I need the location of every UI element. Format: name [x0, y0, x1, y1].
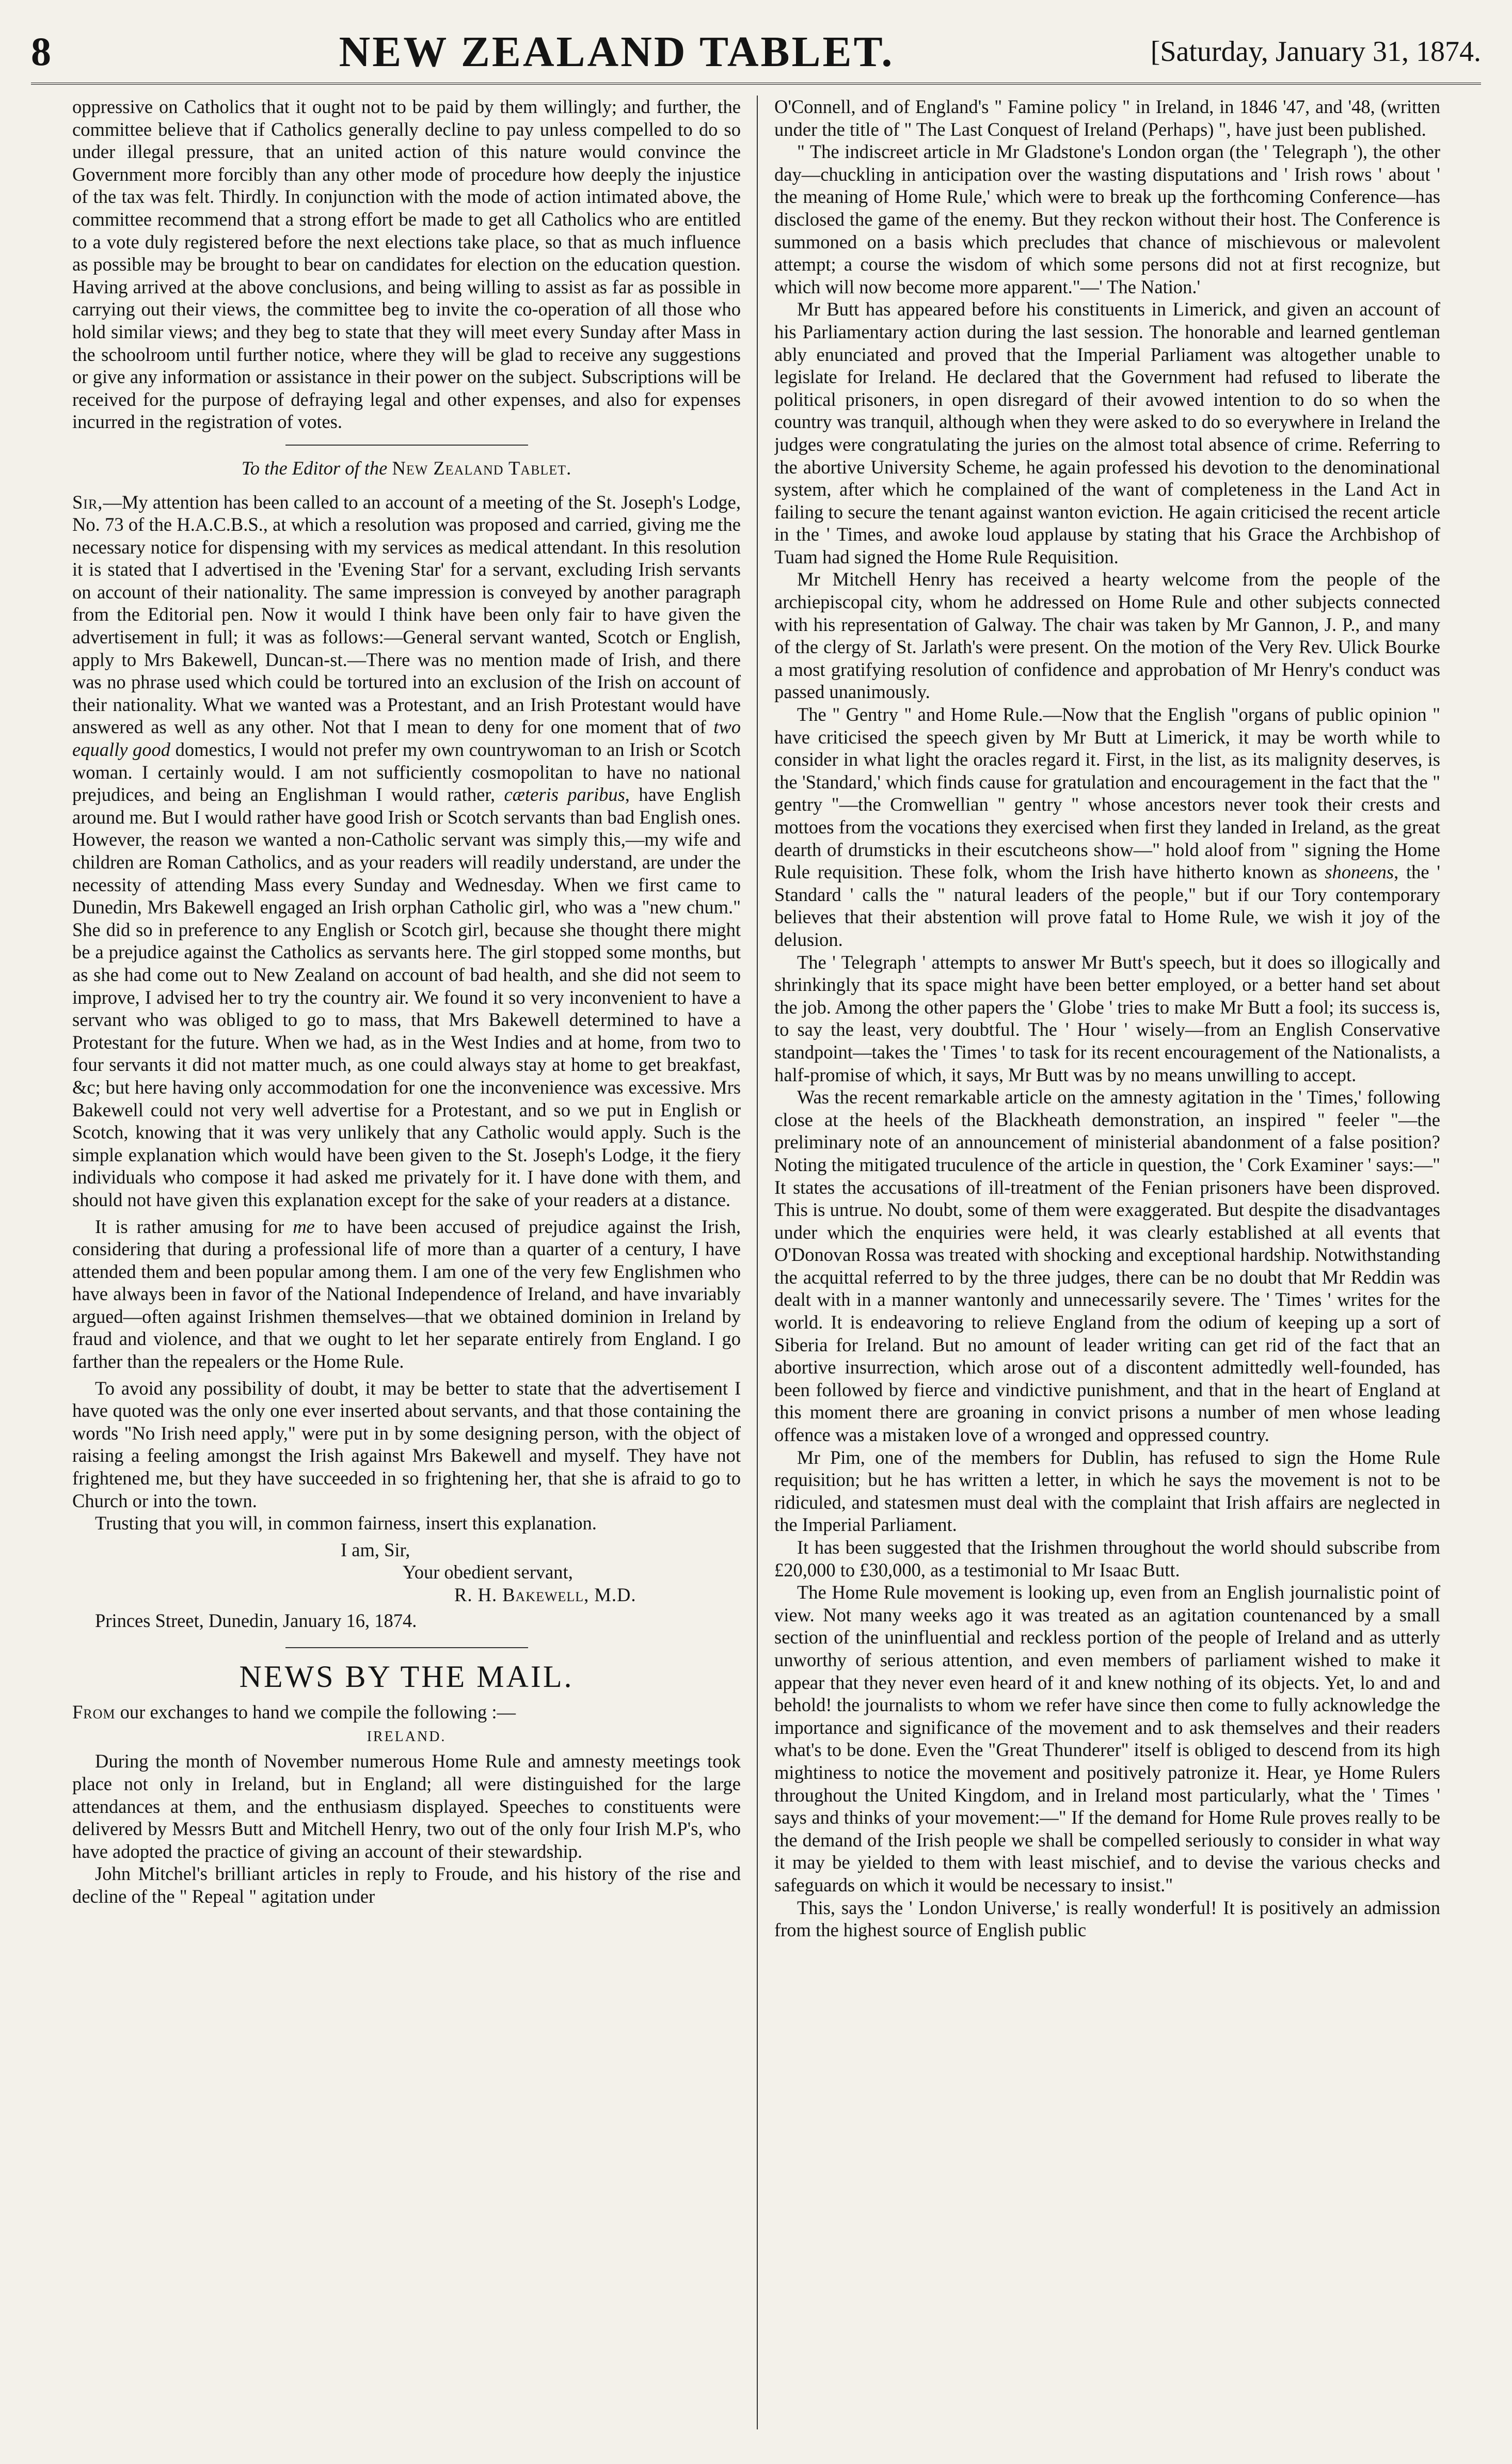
news-paragraph: Mr Pim, one of the members for Dublin, has refused to sign the Home Rule requisition; but he has written a letter, in which he says the movement is not to be ridiculed, and statesmen must deal with the complaint that Irish affairs are neglected in the Imperial Parliament. [774, 1446, 1440, 1536]
news-emphasis: shoneens [1325, 861, 1394, 883]
letter-paragraph: To avoid any possibility of doubt, it may be better to state that the advertisement I have quoted was the only one ever inserted about servants, and that those containing the words "No Irish need apply," were put in by some designing person, with the object of raising a feeling amongst the Irish against Mrs Bakewell and myself. They have not frightened me, but they have succeeded in so frightening her, that she is afraid to go to Church or into the town. [72, 1377, 741, 1511]
letter-text: —My attention has been called to an account of a meeting of the St. Joseph's Lodge, No. 73 of the H.A.C.B.S., at which a resolution was proposed and carried, giving me the necessary notice for dispensing with my services as medical attendant. In this resolution it is stated that I advertised in the 'Evening Star' for a servant, excluding Irish servants on account of their nationality. The same impression is conveyed by another paragraph from the Editorial pen. Now it would I think have been only fair to have given the advertisement in full; it was as follows:—General servant wanted, Scotch or English, apply to Mrs Bakewell, Duncan-st.—There was no mention made of Irish, and there was no phrase used which could be tortured into an exclusion of the Irish on account of their nationality. What we wanted was a Protestant, and an Irish Protestant would have answered as well as any other. Not that I mean to deny for one moment that of [72, 491, 741, 738]
committee-article-continued: oppressive on Catholics that it ought not to be paid by them willingly; and further, the committee believe that if Catholics generally decline to pay unless compelled to do so under illegal pressure, that an united action of this nature would convince the Government more forcibly than any other mode of procedure how deeply the injustice of the tax was felt. Thirdly. In conjunction with the mode of action intimated above, the committee recommend that a strong effort be made to get all Catholics who are entitled to a vote duly registered before the next elections take place, so that as much influence as possible may be brought to bear on candidates for election on the education question. Having arrived at the above conclusions, and being willing to assist as far as possible in carrying out their views, the committee beg to invite the co-operation of all those who hold similar views; and they beg to state that they will meet every Sunday after Mass in the schoolroom until further notice, where they will be glad to receive any suggestions or give any information or assistance in their power on the subject. Subscriptions will be received for the purpose of defraying legal and other expenses, and also for expenses incurred in the registration of votes. [72, 96, 741, 433]
news-paragraph: The ' Telegraph ' attempts to answer Mr Butt's speech, but it does so illogically and shrinkingly that its space might have been better employed, or a better hand set about the job. Among the other papers the ' Globe ' tries to make Mr Butt a fool; its success is, to say the least, very doubtful. The ' Hour ' wisely—from an English Conservative standpoint—takes the ' Times ' to task for its recent encouragement of the Nationalists, a half-promise of which, it says, Mr Butt was by no means unwilling to accept. [774, 951, 1440, 1085]
news-paragraph: During the month of November numerous Home Rule and amnesty meetings took place not only in Ireland, but in England; all were distinguished for the large attendances at them, and the enthusiasm displayed. Speeches to constituents were delivered by Messrs Butt and Mitchell Henry, two out of the only four Irish M.P's, who have adopted the practice of giving an account of their stewardship. [72, 1750, 741, 1862]
news-paragraph: John Mitchel's brilliant articles in reply to Froude, and his history of the rise and decline of the " Repeal " agitation under [72, 1863, 741, 1907]
letter-heading-paper: New Zealand Tablet. [392, 457, 572, 479]
separator-rule [285, 1647, 528, 1648]
news-paragraph: O'Connell, and of England's " Famine policy " in Ireland, in 1846 '47, and '48, (written under the title of " The Last Conquest of Ireland (Perhaps) ", have just been published. [774, 96, 1440, 140]
ireland-subheading: IRELAND. [367, 1728, 447, 1745]
left-column [72, 96, 741, 2429]
letter-text: It is rather amusing for [95, 1215, 293, 1237]
separator-rule [285, 445, 528, 446]
masthead [31, 21, 1481, 85]
letter-heading [72, 457, 741, 480]
news-paragraph: Mr Butt has appeared before his constituents in Limerick, and given an account of his Parliamentary action during the last session. The honorable and learned gentleman ably enunciated and proved that the Imperial Parliament was altogether unable to legislate for Ireland. He declared that the Government had refused to liberate the political prisoners, in open disregard of their avowed intention to do so when the country was tranquil, although when they were asked to do so everywhere in Ireland the judges were congratulating the juries on the almost total absence of crime. Referring to the abortive University Scheme, he again professed his devotion to the denominational system, after which he complained of the want of completeness in the Land Act in failing to secure the tenant against wanton eviction. He again criticised the recent article in the ' Times, and awoke loud applause by stating that his Grace the Archbishop of Tuam had signed the Home Rule Requisition. [774, 298, 1440, 567]
signature-servant: Your obedient servant, [403, 1561, 573, 1583]
column-rule [757, 96, 758, 2429]
news-intro-lead: From [72, 1701, 116, 1723]
news-intro-text: our exchanges to hand we compile the following :— [115, 1701, 516, 1723]
letter-emphasis: two equally good [72, 716, 741, 761]
signature-address: Princes Street, Dunedin, January 16, 1874. [95, 1609, 417, 1631]
news-intro [72, 1701, 741, 1724]
right-column [774, 96, 1440, 2429]
news-section-title: NEWS BY THE MAIL. [239, 1660, 574, 1694]
letter-paragraph: Trusting that you will, in common fairness, insert this explanation. [95, 1512, 597, 1534]
issue-date: [Saturday, January 31, 1874. [1150, 36, 1481, 68]
news-paragraph: The Home Rule movement is looking up, even from an English journalistic point of view. Not many weeks ago it was treated as an agitation countenanced by a small section of the uninfluential and reckless portion of the people of Ireland and as utterly unworthy of serious attention, and even members of parliament wished to make it appear that they never even heard of it and knew nothing of its objects. Yet, lo and and behold! the journalists to whom we refer have since then come to fully acknowledge the importance and significance of the movement and to ask themselves and their readers what's to be done. Even the "Great Thunderer" itself is obliged to descend from its high mightiness to notice the movement and positively patronize it. Hear, ye Home Rulers throughout the United Kingdom, and in Ireland most particularly, what the ' Times ' says and thinks of your movement:—" If the demand for Home Rule proves really to be the demand of the Irish people we shall be compelled seriously to consider in what way it may be yielded to them with least mischief, and to devise the various checks and safeguards on which it would be necessary to insist." [774, 1582, 1440, 1896]
news-text: The " Gentry " and Home Rule.—Now that the English "organs of public opinion " have criticised the speech given by Mr Butt at Limerick, it may be worth while to consider in what light the oracles regard it. First, in the list, as its malignity deserves, is the 'Standard,' which finds cause for gratulation and encouragement in the fact that the " gentry "—the Cromwellian " gentry " whose ancestors never took their crests and mottoes from the vocations they exercised when first they landed in Ireland, as the great dearth of drumsticks in their escutcheons show—" hold aloof from " signing the Home Rule requisition. These folk, whom the Irish have hitherto known as [774, 704, 1440, 883]
news-paragraph: It has been suggested that the Irishmen throughout the world should subscribe from £20,000 to £30,000, as a testimonial to Mr Isaac Butt. [774, 1537, 1440, 1581]
letter-emphasis: me [293, 1215, 315, 1237]
signature-name: R. H. Bakewell, M.D. [454, 1584, 636, 1605]
news-paragraph: Was the recent remarkable article on the amnesty agitation in the ' Times,' following close at the heels of the Blackheath demonstration, an inspired " feeler "—the preliminary note of an announcement of ministerial abandonment of a false position? Noting the mitigated truculence of the article in question, the ' Cork Examiner ' says:—" It states the accusations of ill-treatment of the Fenian prisoners have been disproved. This is untrue. No doubt, some of them were exaggerated. But despite the disadvantages under which the enquiries were held, it was clearly established at all events that O'Donovan Rossa was treated with shocking and exceptional hardship. Notwithstanding the acquittal referred to by the three judges, there can be no doubt that Mr Reddin was dealt with in a manner wantonly and unnecessarily severe. The ' Times ' writes for the world. It is endeavoring to relieve England from the odium of keeping up a sort of Siberia for Ireland. But no amount of leader writing can get rid of the fact that an abortive insurrection, which arose out of a discontent admittedly well-founded, has been followed by fierce and vindictive punishment, and that in the heart of England at this moment there are groaning in convict prisons a number of men whose leading offence was a mistaken love of a wronged and oppressed country. [774, 1086, 1440, 1446]
salutation: Sir, [72, 491, 103, 513]
news-paragraph: Mr Mitchell Henry has received a hearty welcome from the people of the archiepiscopal city, whom he addressed on Home Rule and other subjects connected with his representation of Galway. The chair was taken by Mr Gannon, J. P., and many of the clergy of St. Jarlath's were present. On the motion of the Very Rev. Ulick Bourke a most gratifying resolution of confidence and approbation of Mr Henry's conduct was passed unanimously. [774, 568, 1440, 703]
letter-latin-phrase: cæteris paribus [504, 784, 625, 805]
news-text: , the ' Standard ' calls the " natural leaders of the people," but if our Tory contemporary believes that their abstention will prove fatal to Home Rule, we wish it joy of the delusion. [774, 861, 1440, 950]
letter-paragraph [72, 1215, 741, 1373]
letter-text: , have English around me. But I would rather have good Irish or Scotch servants than bad English ones. However, the reason we wanted a non-Catholic servant was simply this,—my wife and children are Roman Catholics, and as your readers will readily understand, are under the necessity of attending Mass every Sunday and Wednesday. When we first came to Dunedin, Mrs Bakewell engaged an Irish orphan Catholic girl, who was a "new chum." She did so in preference to any English or Scotch girl, because she thought there might be a prejudice against the Catholics as servants here. The girl stopped some months, but as she had come out to New Zealand on account of bad health, and she did not seem to improve, I advised her to try the country air. We found it so very inconvenient to have a servant who was obliged to go to mass, that Mrs Bakewell determined to have a Protestant for the future. When we had, as in the West Indies and at home, from two to four servants it did not matter much, as one could always stay at home to get breakfast, &c; but here having only accommodation for one the inconvenience was excessive. Mrs Bakewell could not very well advertise for a Protestant, and so we put in English or Scotch, knowing that it was very unlikely that any Catholic would apply. Such is the simple explanation which would have been given to the St. Joseph's Lodge, it the fiery individuals who compose it had asked me privately for it. I have done with them, and should not have given this explanation except for the sake of your readers at a distance. [72, 784, 741, 1210]
letter-paragraph [72, 491, 741, 1211]
news-paragraph: " The indiscreet article in Mr Gladstone's London organ (the ' Telegraph '), the other day—chuckling in anticipation over the wasting disputations and ' Irish rows ' about ' the meaning of Home Rule,' which were to break up the forthcoming Conference—has disclosed the game of the enemy. But they reckon without their host. The Conference is summoned on a basis which precludes that chance of mischievous or malevolent attempt; a course the wisdom of which some persons did not at first recognize, but which will now become more apparent."—' The Nation.' [774, 141, 1440, 297]
letter-text: domestics, I would not prefer my own countrywoman to an Irish or Scotch woman. I certainly would. I am not sufficiently cosmopolitan to have no national prejudices, and being an Englishman I would rather, [72, 739, 741, 805]
letter-text: to have been accused of prejudice against the Irish, considering that during a professional life of more than a quarter of a century, I have attended them and been popular among them. I am one of the very few Englishmen who have always been in favor of the National Independence of Ireland, and have invariably argued—often against Irishmen themselves—that we obtained dominion in Ireland by fraud and violence, and that we ought to let her separate entirely from England. I go farther than the repealers or the Home Rule. [72, 1215, 741, 1372]
signature-closing: I am, Sir, [341, 1539, 410, 1560]
letter-heading-prefix: To the Editor of the [241, 457, 388, 479]
news-paragraph [774, 703, 1440, 951]
page-number: 8 [31, 29, 51, 74]
news-paragraph: This, says the ' London Universe,' is really wonderful! It is positively an admission from the highest source of English public [774, 1897, 1440, 1941]
newspaper-title: NEW ZEALAND TABLET. [339, 27, 895, 76]
